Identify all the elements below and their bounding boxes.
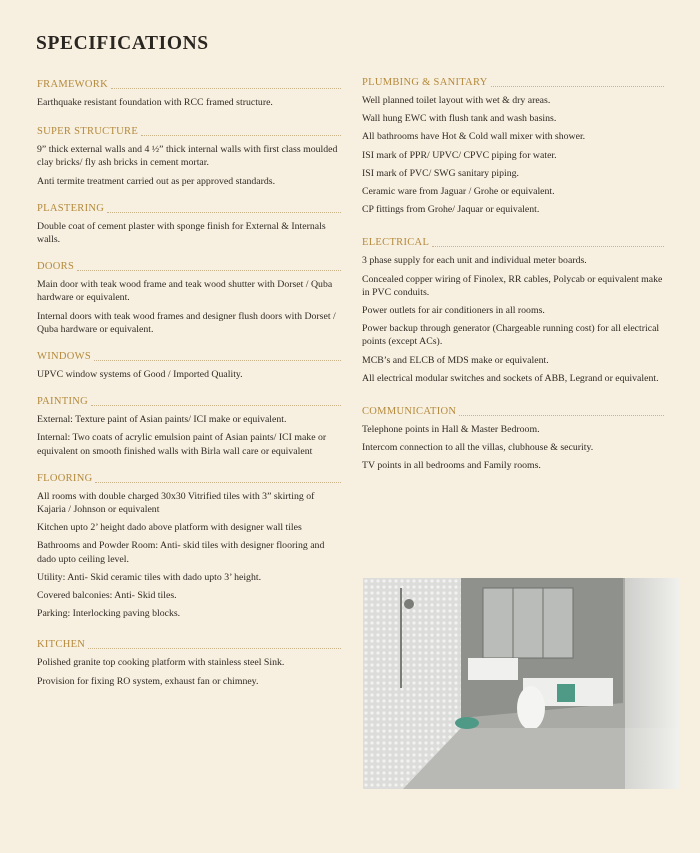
section-plumbing-sanitary xyxy=(362,76,664,216)
section-title: DOORS xyxy=(37,261,75,273)
dotted-rule xyxy=(95,482,341,483)
section-doors xyxy=(37,260,341,336)
spec-item: Internal: Two coats of acrylic emulsion paint of Asian paints/ ICI make or equivalent on smooth finished walls with Birla wall care or equivalent xyxy=(37,432,327,457)
spec-item: Power outlets for air conditioners in all rooms. xyxy=(362,305,545,317)
spec-item: Main door with teak wood frame and teak wood shutter with Dorset / Quba hardware or equivalent. xyxy=(37,279,333,304)
spec-item: MCB’s and ELCB of MDS make or equivalent. xyxy=(362,354,549,366)
dotted-rule xyxy=(111,88,341,89)
spec-item: Parking: Interlocking paving blocks. xyxy=(37,608,181,620)
bathroom-photo xyxy=(363,578,679,789)
dotted-rule xyxy=(141,135,341,136)
section-title: FRAMEWORK xyxy=(37,79,108,90)
spec-item: Double coat of cement plaster with sponge finish for External & Internals walls. xyxy=(37,220,326,246)
spec-item: Ceramic ware from Jaguar / Grohe or equivalent. xyxy=(362,186,555,198)
section-painting xyxy=(37,395,341,458)
section-title: FLOORING xyxy=(37,472,93,484)
section-title: KITCHEN xyxy=(37,639,86,651)
spec-item: UPVC window systems of Good / Imported Quality. xyxy=(37,369,243,381)
section-framework xyxy=(37,78,341,109)
section-electrical xyxy=(362,236,664,385)
spec-item: TV points in all bedrooms and Family rooms. xyxy=(362,460,541,472)
dotted-rule xyxy=(459,415,664,416)
section-title: PAINTING xyxy=(37,396,89,408)
spec-item: Wall hung EWC with flush tank and wash basins. xyxy=(362,113,557,125)
spec-item: Well planned toilet layout with wet & dry areas. xyxy=(362,95,551,106)
spec-item: Internal doors with teak wood frames and designer flush doors with Dorset / Quba hardware or equivalent. xyxy=(37,310,336,335)
section-title: COMMUNICATION xyxy=(362,406,457,418)
section-super-structure xyxy=(37,125,341,188)
section-kitchen xyxy=(37,638,341,687)
spec-item: 9” thick external walls and 4 ½” thick internal walls with first class moulded clay bricks/ fly ash bricks in cement mortar. xyxy=(37,144,338,169)
dotted-rule xyxy=(77,270,341,271)
spec-item: Anti termite treatment carried out as per approved standards. xyxy=(37,175,276,187)
spec-item: Kitchen upto 2’ height dado above platform with designer wall tiles xyxy=(37,522,302,534)
section-title: PLUMBING & SANITARY xyxy=(362,77,488,88)
spec-item: All electrical modular switches and sockets of ABB, Legrand or equivalent. xyxy=(362,372,659,384)
spec-item: Provision for fixing RO system, exhaust fan or chimney. xyxy=(37,675,259,687)
section-title: ELECTRICAL xyxy=(362,237,430,249)
spec-item: ISI mark of PPR/ UPVC/ CPVC piping for water. xyxy=(362,149,557,161)
spec-item: Earthquake resistant foundation with RCC framed structure. xyxy=(37,97,273,108)
spec-item: Utility: Anti- Skid ceramic tiles with dado upto 3’ height. xyxy=(37,571,262,583)
section-title: PLASTERING xyxy=(37,202,105,214)
dotted-rule xyxy=(88,648,341,649)
spec-item: Polished granite top cooking platform with stainless steel Sink. xyxy=(37,657,285,669)
spec-item: ISI mark of PVC/ SWG sanitary piping. xyxy=(362,167,520,179)
spec-item: External: Texture paint of Asian paints/ ICI make or equivalent. xyxy=(37,414,287,426)
spec-item: Concealed copper wiring of Finolex, RR cables, Polycab or equivalent make in PVC conduits. xyxy=(362,273,663,298)
section-flooring xyxy=(37,472,341,621)
spec-item: All bathrooms have Hot & Cold wall mixer with shower. xyxy=(362,131,586,143)
spec-item: Intercom connection to all the villas, clubhouse & security. xyxy=(362,442,594,454)
spec-item: All rooms with double charged 30x30 Vitrified tiles with 3” skirting of Kajaria / Johnson or equivalent xyxy=(37,490,315,516)
section-title: SUPER STRUCTURE xyxy=(37,126,139,138)
left-column xyxy=(37,78,341,698)
section-communication xyxy=(362,405,664,473)
right-column xyxy=(362,76,664,483)
section-title: WINDOWS xyxy=(37,351,92,363)
dotted-rule xyxy=(91,405,341,406)
dotted-rule xyxy=(432,246,664,247)
spec-item: CP fittings from Grohe/ Jaquar or equivalent. xyxy=(362,204,540,216)
spec-item: Bathrooms and Powder Room: Anti- skid tiles with designer flooring and dado upto ceiling level. xyxy=(37,540,325,565)
spec-item: Power backup through generator (Chargeable running cost) for all electrical points (except ACs). xyxy=(362,323,660,348)
dotted-rule xyxy=(94,360,341,361)
dotted-rule xyxy=(107,212,341,213)
section-windows xyxy=(37,350,341,381)
spec-item: 3 phase supply for each unit and individual meter boards. xyxy=(362,255,587,267)
dotted-rule xyxy=(491,86,664,87)
page-title: SPECIFICATIONS xyxy=(36,33,209,54)
spec-item: Telephone points in Hall & Master Bedroom. xyxy=(362,424,540,436)
section-plastering xyxy=(37,202,341,246)
spec-item: Covered balconies: Anti- Skid tiles. xyxy=(37,590,177,602)
